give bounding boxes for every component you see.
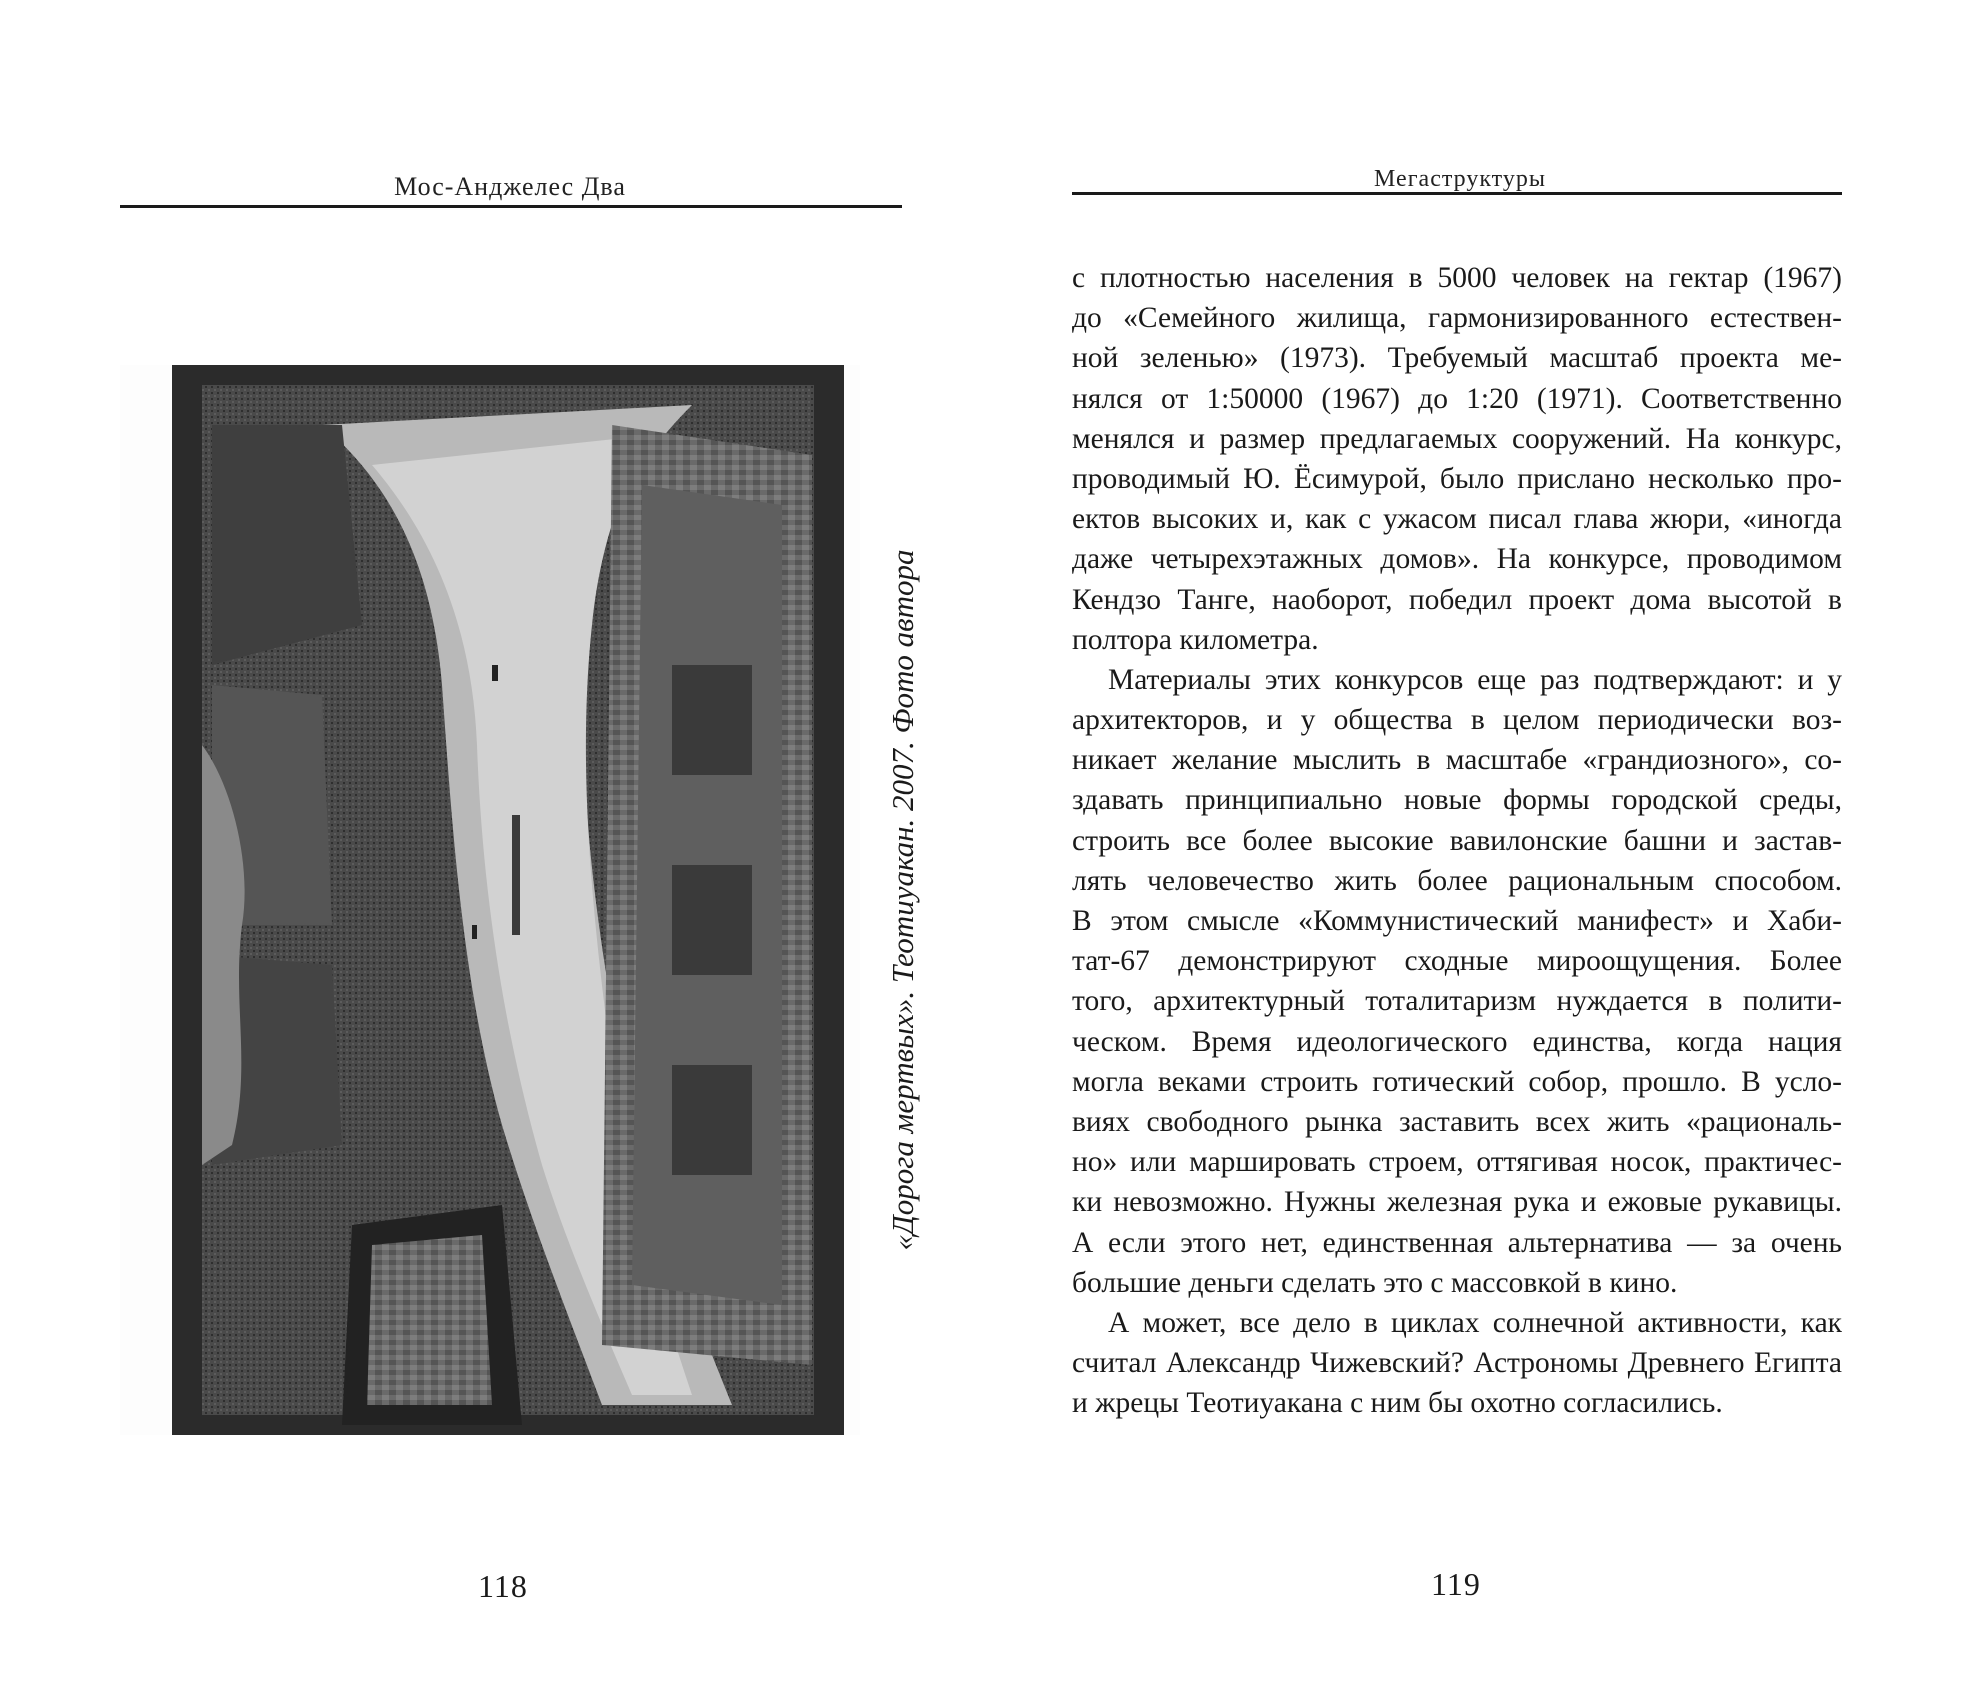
text-line: строить все более высокие вавилонские башни и застав- — [1072, 824, 1842, 857]
text-line: менялся и размер предлагаемых сооружений. На конкурс, — [1072, 422, 1842, 455]
running-head-left: Мос-Анджелес Два — [394, 172, 626, 201]
page-number-left: 118 — [478, 1568, 528, 1604]
text-line: нялся от 1:50000 (1967) до 1:20 (1971). Соответственно — [1072, 382, 1842, 415]
text-line: никает желание мыслить в масштабе «грандиозного», со- — [1072, 744, 1842, 777]
text-line: тат-67 демонстрируют сходные мироощущения. Более — [1072, 945, 1842, 978]
paragraph — [1072, 258, 1842, 660]
left-page — [0, 0, 980, 1698]
text-line: большие деньги сделать это с массовкой в кино. — [1072, 1266, 1678, 1299]
body-text — [1072, 258, 1842, 1423]
running-head-right: Мегаструктуры — [1374, 166, 1546, 192]
text-line: того, архитектурный тоталитаризм нуждается в полити- — [1072, 985, 1842, 1018]
header-rule-left — [120, 205, 902, 208]
text-line: полтора километра. — [1072, 623, 1319, 656]
text-line: и жрецы Теотиуакана с ним бы охотно согласились. — [1072, 1387, 1723, 1420]
text-line: проводимый Ю. Ёсимурой, было прислано несколько про- — [1072, 462, 1842, 495]
text-line: ектов высоких и, как с ужасом писал глава жюри, «иногда — [1072, 503, 1842, 536]
text-line: Кендзо Танге, наоборот, победил проект дома высотой в — [1072, 583, 1842, 616]
header-rule-right — [1072, 192, 1842, 195]
photo-caption: «Дорога мертвых». Теотиуакан. 2007. Фото автора — [885, 549, 920, 1251]
text-line: А если этого нет, единственная альтернатива — за очень — [1072, 1226, 1842, 1259]
text-line: с плотностью населения в 5000 человек на гектар (1967) — [1072, 262, 1842, 294]
paragraph — [1072, 1303, 1842, 1424]
text-line: лять человечество жить более рациональным способом. — [1072, 864, 1842, 897]
text-line: но» или маршировать строем, оттягивая носок, практичес- — [1072, 1146, 1842, 1179]
text-line: Материалы этих конкурсов еще раз подтверждают: и у — [1108, 663, 1842, 696]
text-line: считал Александр Чижевский? Астрономы Древнего Египта — [1072, 1347, 1842, 1380]
text-line: ки невозможно. Нужны железная рука и ежовые рукавицы. — [1072, 1186, 1842, 1219]
text-line: могла веками строить готический собор, прошло. В усло- — [1072, 1065, 1842, 1098]
photo-icon — [172, 365, 844, 1435]
text-line: ной зеленью» (1973). Требуемый масштаб проекта ме- — [1072, 342, 1842, 375]
text-line: В этом смысле «Коммунистический манифест» и Хаби- — [1072, 905, 1842, 937]
text-line: ческом. Время идеологического единства, когда нация — [1072, 1025, 1842, 1058]
page-number-right: 119 — [1431, 1566, 1481, 1602]
text-line: архитекторов, и у общества в целом периодически воз- — [1072, 704, 1842, 737]
text-line: до «Семейного жилища, гармонизированного естествен- — [1072, 302, 1842, 335]
photo-frame — [120, 365, 860, 1435]
text-line: А может, все дело в циклах солнечной активности, как — [1108, 1306, 1842, 1339]
text-line: виях свободного рынка заставить всех жить «рациональ- — [1072, 1105, 1842, 1138]
right-page — [980, 0, 1983, 1698]
photo-caption-wrap — [878, 365, 928, 1435]
text-line: здавать принципиально новые формы городской среды, — [1072, 784, 1842, 817]
text-line: даже четырехэтажных домов». На конкурсе, проводимом — [1072, 543, 1842, 576]
paragraph — [1072, 660, 1842, 1303]
